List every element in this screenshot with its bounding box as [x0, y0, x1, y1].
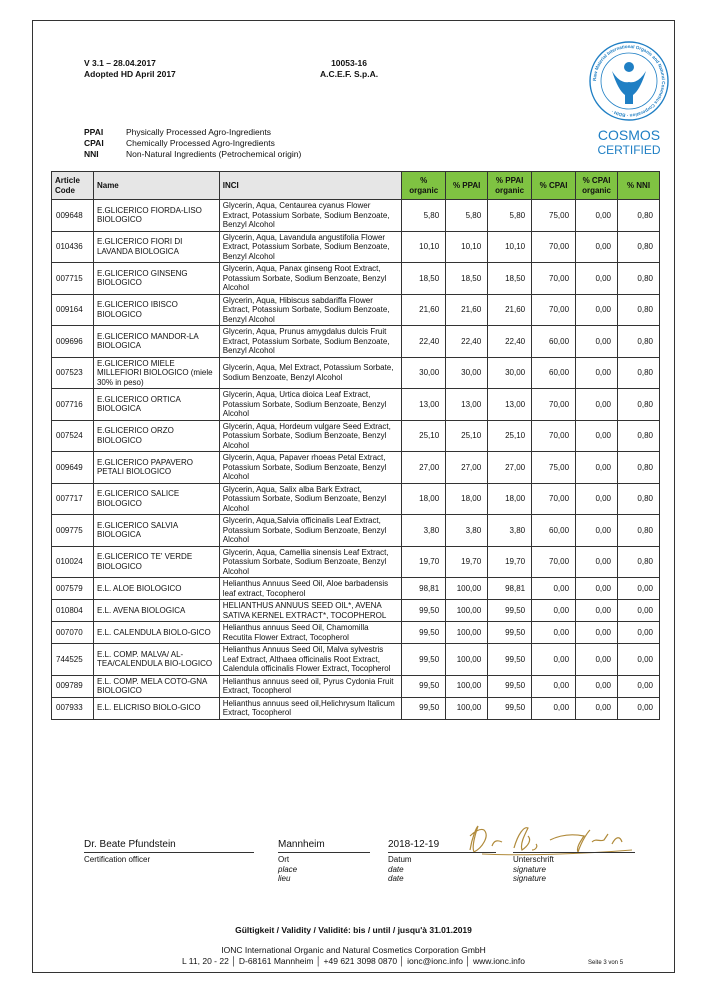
- cell-ppai: 21,60: [446, 294, 488, 326]
- place-value: Mannheim: [278, 839, 325, 850]
- cell-ppai: 10,10: [446, 231, 488, 263]
- cell-organic: 99,50: [402, 644, 446, 676]
- logo-text-cosmos: COSMOS: [597, 127, 661, 143]
- cell-inci: Glycerin, Aqua, Salix alba Bark Extract, Potassium Sorbate, Sodium Benzoate, Benzyl Alcohol: [219, 483, 402, 515]
- cell-name: E.GLICERICO IBISCO BIOLOGICO: [93, 294, 219, 326]
- cell-name: E.GLICERICO FIORDA-LISO BIOLOGICO: [93, 200, 219, 232]
- cell-ppai-organic: 30,00: [488, 357, 532, 389]
- cell-cpai-organic: 0,00: [576, 200, 618, 232]
- header-organic: % organic: [402, 172, 446, 200]
- cell-article-code: 009775: [52, 515, 94, 547]
- cell-nni: 0,00: [618, 675, 660, 697]
- table-row: [52, 697, 660, 719]
- header-ppai: % PPAI: [446, 172, 488, 200]
- header-article-code: Article Code: [52, 172, 94, 200]
- header-name: Name: [93, 172, 219, 200]
- cell-cpai: 60,00: [532, 326, 576, 358]
- cell-organic: 13,00: [402, 389, 446, 421]
- cell-cpai-organic: 0,00: [576, 644, 618, 676]
- cell-ppai: 22,40: [446, 326, 488, 358]
- cell-ppai-organic: 10,10: [488, 231, 532, 263]
- cell-ppai: 25,10: [446, 420, 488, 452]
- definition-cpai: CPAI Chemically Processed Agro-Ingredients: [84, 138, 275, 148]
- cell-nni: 0,80: [618, 546, 660, 578]
- cell-ppai-organic: 99,50: [488, 600, 532, 622]
- footer-address: L 11, 20 - 22 │ D-68161 Mannheim │ +49 621 3098 0870 │ ionc@ionc.info │ www.ionc.info: [182, 956, 525, 966]
- cell-cpai-organic: 0,00: [576, 231, 618, 263]
- cell-article-code: 007716: [52, 389, 94, 421]
- cell-ppai-organic: 13,00: [488, 389, 532, 421]
- table-body: [52, 200, 660, 720]
- adopted-line: Adopted HD April 2017: [84, 69, 176, 79]
- header-cpai: % CPAI: [532, 172, 576, 200]
- cell-organic: 19,70: [402, 546, 446, 578]
- cell-article-code: 009649: [52, 452, 94, 484]
- cell-ppai-organic: 99,50: [488, 697, 532, 719]
- handwritten-signature: [462, 820, 637, 860]
- cell-ppai: 18,50: [446, 263, 488, 295]
- cell-ppai: 19,70: [446, 546, 488, 578]
- cell-cpai-organic: 0,00: [576, 263, 618, 295]
- cell-name: E.L. ALOE BIOLOGICO: [93, 578, 219, 600]
- cell-cpai: 75,00: [532, 200, 576, 232]
- cell-cpai: 60,00: [532, 515, 576, 547]
- header-ppai-organic: % PPAI organic: [488, 172, 532, 200]
- cell-cpai-organic: 0,00: [576, 357, 618, 389]
- header-inci: INCI: [219, 172, 402, 200]
- cell-cpai: 70,00: [532, 231, 576, 263]
- cell-name: E.L. AVENA BIOLOGICA: [93, 600, 219, 622]
- date-labels: Datum date date: [388, 855, 412, 883]
- doc-number: 10053-16: [331, 58, 367, 68]
- cell-ppai-organic: 5,80: [488, 200, 532, 232]
- cell-ppai-organic: 21,60: [488, 294, 532, 326]
- cell-article-code: 009696: [52, 326, 94, 358]
- cell-organic: 22,40: [402, 326, 446, 358]
- cell-nni: 0,00: [618, 622, 660, 644]
- cell-ppai-organic: 18,50: [488, 263, 532, 295]
- signature-strokes: [470, 826, 622, 852]
- cell-nni: 0,80: [618, 263, 660, 295]
- table-row: [52, 357, 660, 389]
- table-row: [52, 420, 660, 452]
- date-value: 2018-12-19: [388, 839, 440, 850]
- cell-article-code: 007579: [52, 578, 94, 600]
- cell-organic: 27,00: [402, 452, 446, 484]
- cosmos-certified-logo: [588, 40, 670, 158]
- definition-ppai: PPAI Physically Processed Agro-Ingredients: [84, 127, 272, 137]
- table-row: [52, 200, 660, 232]
- cell-name: E.GLICERICO SALICE BIOLOGICO: [93, 483, 219, 515]
- cell-cpai-organic: 0,00: [576, 389, 618, 421]
- logo-figure-body: [612, 71, 646, 104]
- cell-name: E.GLICERICO PAPAVERO PETALI BIOLOGICO: [93, 452, 219, 484]
- cell-ppai-organic: 98,81: [488, 578, 532, 600]
- cell-ppai-organic: 22,40: [488, 326, 532, 358]
- table-header-row: [52, 172, 660, 200]
- cell-nni: 0,00: [618, 697, 660, 719]
- version-info: [84, 58, 176, 80]
- cell-ppai: 100,00: [446, 675, 488, 697]
- cell-nni: 0,00: [618, 578, 660, 600]
- cell-cpai: 70,00: [532, 263, 576, 295]
- cell-organic: 5,80: [402, 200, 446, 232]
- cell-nni: 0,00: [618, 644, 660, 676]
- cell-article-code: 010804: [52, 600, 94, 622]
- cell-nni: 0,80: [618, 326, 660, 358]
- cell-ppai: 5,80: [446, 200, 488, 232]
- cell-article-code: 007933: [52, 697, 94, 719]
- cell-article-code: 010024: [52, 546, 94, 578]
- logo-arc-text: Raw Material International Organic and Natural Cosmetics Corporation · BDIH ·: [591, 43, 667, 119]
- signature-labels: Unterschrift signature signature: [513, 855, 554, 883]
- validity-line: Gültigkeit / Validity / Validité: bis / until / jusqu'à 31.01.2019: [235, 925, 472, 935]
- logo-text-certified: CERTIFIED: [597, 143, 661, 157]
- cell-inci: Glycerin, Aqua, Hordeum vulgare Seed Extract, Potassium Sorbate, Sodium Benzoate, Benzyl Alcohol: [219, 420, 402, 452]
- cell-name: E.GLICERICO GINSENG BIOLOGICO: [93, 263, 219, 295]
- officer-role-label: Certification officer: [84, 855, 151, 864]
- cell-nni: 0,80: [618, 200, 660, 232]
- header-nni: % NNI: [618, 172, 660, 200]
- cell-article-code: 009789: [52, 675, 94, 697]
- cell-name: E.GLICERICO MIELE MILLEFIORI BIOLOGICO (miele 30% in peso): [93, 357, 219, 389]
- table-row: [52, 452, 660, 484]
- cell-cpai-organic: 0,00: [576, 600, 618, 622]
- cell-article-code: 007715: [52, 263, 94, 295]
- cell-inci: Glycerin, Aqua, Camellia sinensis Leaf Extract, Potassium Sorbate, Sodium Benzoate, Benzyl Alcohol: [219, 546, 402, 578]
- table-row: [52, 546, 660, 578]
- cell-name: E.GLICERICO FIORI DI LAVANDA BIOLOGICA: [93, 231, 219, 263]
- cell-inci: Helianthus annuus Seed Oil, Chamomilla Recutita Flower Extract, Tocopherol: [219, 622, 402, 644]
- cell-ppai-organic: 27,00: [488, 452, 532, 484]
- cell-ppai-organic: 99,50: [488, 644, 532, 676]
- table-row: [52, 294, 660, 326]
- cell-nni: 0,80: [618, 420, 660, 452]
- cell-cpai-organic: 0,00: [576, 546, 618, 578]
- cell-name: E.GLICERICO TE' VERDE BIOLOGICO: [93, 546, 219, 578]
- cell-nni: 0,00: [618, 600, 660, 622]
- cell-inci: HELIANTHUS ANNUUS SEED OIL*, AVENA SATIVA KERNEL EXTRACT*, TOCOPHEROL: [219, 600, 402, 622]
- table-row: [52, 622, 660, 644]
- cell-organic: 21,60: [402, 294, 446, 326]
- cell-organic: 10,10: [402, 231, 446, 263]
- table-row: [52, 600, 660, 622]
- cell-article-code: 007523: [52, 357, 94, 389]
- cell-inci: Glycerin, Aqua, Papaver rhoeas Petal Extract, Potassium Sorbate, Sodium Benzoate, Benzyl Alcohol: [219, 452, 402, 484]
- cell-nni: 0,80: [618, 357, 660, 389]
- cell-name: E.L. CALENDULA BIOLO-GICO: [93, 622, 219, 644]
- definitions-list: [84, 127, 301, 160]
- cell-cpai: 70,00: [532, 420, 576, 452]
- cell-ppai: 18,00: [446, 483, 488, 515]
- cell-cpai: 0,00: [532, 600, 576, 622]
- cell-inci: Glycerin, Aqua, Urtica dioica Leaf Extract, Potassium Sorbate, Sodium Benzoate, Benzyl Alcohol: [219, 389, 402, 421]
- cell-ppai-organic: 3,80: [488, 515, 532, 547]
- cell-cpai: 0,00: [532, 622, 576, 644]
- cell-article-code: 007070: [52, 622, 94, 644]
- table-row: [52, 231, 660, 263]
- cell-cpai-organic: 0,00: [576, 294, 618, 326]
- cell-ppai-organic: 19,70: [488, 546, 532, 578]
- officer-name: Dr. Beate Pfundstein: [84, 839, 176, 850]
- cell-ppai: 27,00: [446, 452, 488, 484]
- cell-organic: 3,80: [402, 515, 446, 547]
- cell-article-code: 007717: [52, 483, 94, 515]
- cell-ppai: 100,00: [446, 644, 488, 676]
- cell-cpai-organic: 0,00: [576, 675, 618, 697]
- cell-ppai-organic: 18,00: [488, 483, 532, 515]
- cell-name: E.GLICERICO ORZO BIOLOGICO: [93, 420, 219, 452]
- cell-nni: 0,80: [618, 452, 660, 484]
- cell-name: E.L. ELICRISO BIOLO-GICO: [93, 697, 219, 719]
- cell-inci: Helianthus annuus seed oil, Pyrus Cydonia Fruit Extract, Tocopherol: [219, 675, 402, 697]
- cell-nni: 0,80: [618, 483, 660, 515]
- cell-inci: Glycerin, Aqua,Salvia officinalis Leaf Extract, Potassium Sorbate, Sodium Benzoate, Benzyl Alcohol: [219, 515, 402, 547]
- cell-inci: Glycerin, Aqua, Panax ginseng Root Extract, Potassium Sorbate, Sodium Benzoate, Benzyl Alcohol: [219, 263, 402, 295]
- cell-ppai-organic: 99,50: [488, 675, 532, 697]
- cell-inci: Glycerin, Aqua, Mel Extract, Potassium Sorbate, Sodium Benzoate, Benzyl Alcohol: [219, 357, 402, 389]
- cell-ppai-organic: 25,10: [488, 420, 532, 452]
- cell-cpai: 0,00: [532, 578, 576, 600]
- cell-article-code: 010436: [52, 231, 94, 263]
- table-row: [52, 515, 660, 547]
- cell-inci: Glycerin, Aqua, Lavandula angustifolia Flower Extract, Potassium Sorbate, Sodium Benzoate, Benzyl Alcohol: [219, 231, 402, 263]
- cell-ppai: 100,00: [446, 697, 488, 719]
- table-row: [52, 389, 660, 421]
- cell-cpai: 0,00: [532, 697, 576, 719]
- cell-organic: 18,50: [402, 263, 446, 295]
- definition-nni: NNI Non-Natural Ingredients (Petrochemical origin): [84, 149, 302, 159]
- cell-cpai-organic: 0,00: [576, 578, 618, 600]
- cell-ppai: 13,00: [446, 389, 488, 421]
- place-line: [278, 852, 370, 853]
- cell-organic: 99,50: [402, 675, 446, 697]
- cell-article-code: 744525: [52, 644, 94, 676]
- cell-inci: Glycerin, Aqua, Prunus amygdalus dulcis Fruit Extract, Potassium Sorbate, Sodium Benzoate, Benzyl Alcohol: [219, 326, 402, 358]
- cell-ppai: 100,00: [446, 600, 488, 622]
- company-name: A.C.E.F. S.p.A.: [320, 69, 379, 79]
- cell-inci: Helianthus Annuus Seed Oil, Malva sylvestris Leaf Extract, Althaea officinalis Root Extract, Calendula officinalis Flower Extract, Tocopherol: [219, 644, 402, 676]
- cell-article-code: 007524: [52, 420, 94, 452]
- cell-name: E.GLICERICO MANDOR-LA BIOLOGICA: [93, 326, 219, 358]
- footer-org-name: IONC International Organic and Natural Cosmetics Corporation GmbH: [221, 945, 486, 955]
- cell-inci: Helianthus annuus seed oil,Helichrysum Italicum Extract, Tocopherol: [219, 697, 402, 719]
- cell-organic: 99,50: [402, 697, 446, 719]
- document-id: [320, 58, 378, 80]
- cell-cpai-organic: 0,00: [576, 326, 618, 358]
- cell-organic: 30,00: [402, 357, 446, 389]
- cell-inci: Helianthus Annuus Seed Oil, Aloe barbadensis leaf extract, Tocopherol: [219, 578, 402, 600]
- cell-organic: 25,10: [402, 420, 446, 452]
- cell-organic: 18,00: [402, 483, 446, 515]
- logo-outer-ring: [590, 42, 668, 120]
- cell-name: E.L. COMP. MELA COTO-GNA BIOLOGICO: [93, 675, 219, 697]
- cell-cpai: 70,00: [532, 294, 576, 326]
- ingredients-table: [51, 171, 660, 720]
- cell-name: E.GLICERICO ORTICA BIOLOGICA: [93, 389, 219, 421]
- cell-cpai-organic: 0,00: [576, 697, 618, 719]
- table-row: [52, 675, 660, 697]
- cell-cpai-organic: 0,00: [576, 515, 618, 547]
- table-row: [52, 578, 660, 600]
- cell-cpai-organic: 0,00: [576, 483, 618, 515]
- officer-line: [84, 852, 254, 853]
- table-row: [52, 644, 660, 676]
- cell-cpai-organic: 0,00: [576, 452, 618, 484]
- cell-nni: 0,80: [618, 389, 660, 421]
- cell-nni: 0,80: [618, 515, 660, 547]
- cell-inci: Glycerin, Aqua, Centaurea cyanus Flower Extract, Potassium Sorbate, Sodium Benzoate, Benzyl Alcohol: [219, 200, 402, 232]
- cell-ppai: 30,00: [446, 357, 488, 389]
- cell-cpai: 70,00: [532, 546, 576, 578]
- date-line: [388, 852, 496, 853]
- cell-organic: 99,50: [402, 600, 446, 622]
- header-cpai-organic: % CPAI organic: [576, 172, 618, 200]
- cell-cpai: 0,00: [532, 644, 576, 676]
- version-line: V 3.1 – 28.04.2017: [84, 58, 156, 68]
- signature-line: [513, 852, 635, 853]
- table-row: [52, 483, 660, 515]
- cell-ppai: 100,00: [446, 578, 488, 600]
- cell-cpai: 70,00: [532, 389, 576, 421]
- place-labels: Ort place lieu: [278, 855, 298, 883]
- cell-organic: 98,81: [402, 578, 446, 600]
- cell-cpai: 60,00: [532, 357, 576, 389]
- table-row: [52, 263, 660, 295]
- page-number: Seite 3 von 5: [588, 960, 624, 966]
- cell-organic: 99,50: [402, 622, 446, 644]
- cell-nni: 0,80: [618, 294, 660, 326]
- cell-cpai-organic: 0,00: [576, 622, 618, 644]
- cell-article-code: 009164: [52, 294, 94, 326]
- cell-name: E.GLICERICO SALVIA BIOLOGICA: [93, 515, 219, 547]
- cell-article-code: 009648: [52, 200, 94, 232]
- cell-cpai: 0,00: [532, 675, 576, 697]
- cell-cpai: 70,00: [532, 483, 576, 515]
- logo-figure-head: [624, 62, 634, 72]
- cell-cpai-organic: 0,00: [576, 420, 618, 452]
- cell-cpai: 75,00: [532, 452, 576, 484]
- cell-inci: Glycerin, Aqua, Hibiscus sabdariffa Flower Extract, Potassium Sorbate, Sodium Benzoate, Benzyl Alcohol: [219, 294, 402, 326]
- cell-nni: 0,80: [618, 231, 660, 263]
- cell-ppai-organic: 99,50: [488, 622, 532, 644]
- cell-ppai: 100,00: [446, 622, 488, 644]
- cell-name: E.L. COMP. MALVA/ AL-TEA/CALENDULA BIO-LOGICO: [93, 644, 219, 676]
- table-row: [52, 326, 660, 358]
- cell-ppai: 3,80: [446, 515, 488, 547]
